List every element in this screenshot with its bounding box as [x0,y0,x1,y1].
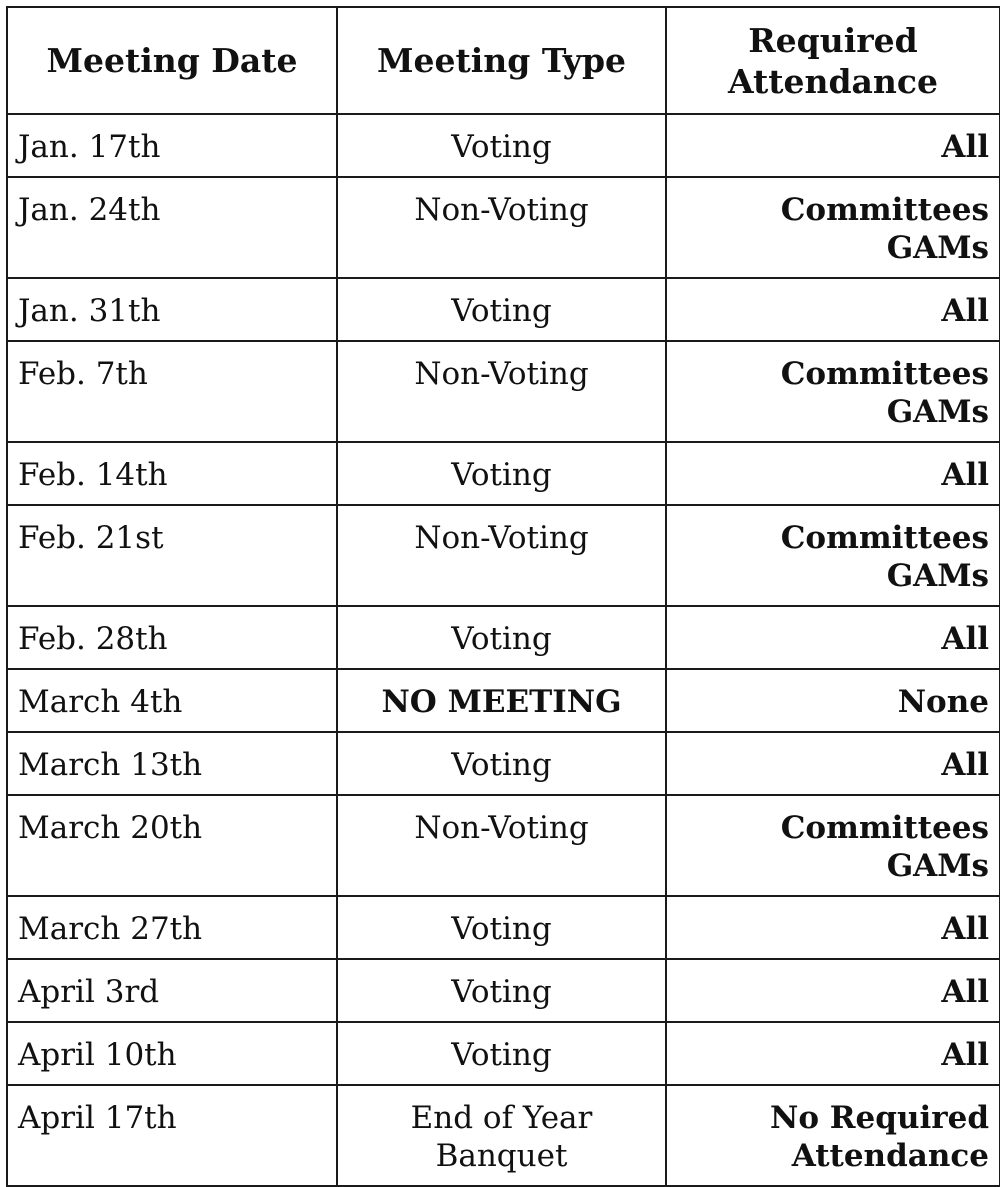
meeting-date-cell: Jan. 24th [7,177,337,278]
table-row [7,177,1000,278]
meeting-type-line: Voting [451,457,552,493]
meeting-type-cell [337,959,666,1022]
meeting-date-cell: April 3rd [7,959,337,1022]
meeting-type-line: Non-Voting [414,520,589,556]
meeting-type-line: NO MEETING [381,684,622,720]
attendance-line: All [941,129,989,165]
meeting-type-cell [337,896,666,959]
table-row [7,732,1000,795]
required-attendance-cell [666,959,1000,1022]
meeting-date-cell: Feb. 14th [7,442,337,505]
meeting-date-cell: Feb. 7th [7,341,337,442]
attendance-line: All [941,457,989,493]
header-required-attendance [666,7,1000,114]
meeting-date-cell: March 13th [7,732,337,795]
required-attendance-cell [666,341,1000,442]
header-meeting-date: Meeting Date [7,7,337,114]
table-row [7,1022,1000,1085]
required-attendance-cell [666,606,1000,669]
meeting-type-line: Voting [451,293,552,329]
meeting-type-cell [337,278,666,341]
meeting-date-cell: March 4th [7,669,337,732]
meeting-type-line: Non-Voting [414,810,589,846]
header-attendance-line2: Attendance [727,61,939,101]
attendance-line: Committees [780,192,989,228]
attendance-line: Committees [780,520,989,556]
required-attendance-cell [666,1085,1000,1186]
header-attendance-line1: Required [748,20,918,60]
attendance-line: Attendance [791,1138,989,1174]
table-body [7,114,1000,1186]
attendance-line: All [941,621,989,657]
required-attendance-cell [666,896,1000,959]
attendance-line: All [941,1037,989,1073]
table-row [7,442,1000,505]
meeting-type-line: Banquet [435,1138,568,1174]
meeting-type-cell [337,442,666,505]
meeting-type-line: Voting [451,911,552,947]
meeting-type-line: End of Year [410,1100,593,1136]
meeting-date-cell: March 27th [7,896,337,959]
attendance-line: GAMs [886,394,989,430]
meeting-type-cell [337,341,666,442]
meeting-type-line: Non-Voting [414,356,589,392]
meeting-type-cell [337,606,666,669]
required-attendance-cell [666,732,1000,795]
meeting-type-cell [337,177,666,278]
attendance-line: Committees [780,810,989,846]
table-row [7,959,1000,1022]
meeting-type-line: Voting [451,621,552,657]
meeting-type-cell [337,505,666,606]
table-row [7,896,1000,959]
meeting-type-cell [337,795,666,896]
required-attendance-cell [666,177,1000,278]
required-attendance-cell [666,795,1000,896]
attendance-line: None [897,684,989,720]
meeting-type-cell [337,114,666,177]
meeting-type-line: Voting [451,1037,552,1073]
table-row [7,505,1000,606]
table-row [7,341,1000,442]
header-row [7,7,1000,114]
attendance-line: All [941,911,989,947]
meeting-date-cell: Jan. 17th [7,114,337,177]
meeting-date-cell: April 17th [7,1085,337,1186]
meeting-type-cell [337,732,666,795]
attendance-line: Committees [780,356,989,392]
meeting-type-line: Voting [451,129,552,165]
meeting-type-line: Voting [451,974,552,1010]
attendance-line: No Required [769,1100,989,1136]
table-row [7,1085,1000,1186]
attendance-line: All [941,974,989,1010]
table-row [7,795,1000,896]
meeting-type-line: Non-Voting [414,192,589,228]
meeting-date-cell: Feb. 28th [7,606,337,669]
meeting-date-cell: Feb. 21st [7,505,337,606]
header-meeting-type: Meeting Type [337,7,666,114]
required-attendance-cell [666,669,1000,732]
table-row [7,606,1000,669]
table-row [7,669,1000,732]
attendance-line: GAMs [886,848,989,884]
meeting-date-cell: March 20th [7,795,337,896]
meeting-schedule-table [6,6,1000,1187]
attendance-line: GAMs [886,230,989,266]
required-attendance-cell [666,442,1000,505]
attendance-line: All [941,747,989,783]
meeting-date-cell: April 10th [7,1022,337,1085]
meeting-type-cell [337,1022,666,1085]
meeting-type-cell [337,669,666,732]
meeting-type-line: Voting [451,747,552,783]
meeting-type-cell [337,1085,666,1186]
required-attendance-cell [666,505,1000,606]
required-attendance-cell [666,278,1000,341]
required-attendance-cell [666,1022,1000,1085]
table-row [7,278,1000,341]
required-attendance-cell [666,114,1000,177]
meeting-date-cell: Jan. 31th [7,278,337,341]
attendance-line: GAMs [886,558,989,594]
table-row [7,114,1000,177]
attendance-line: All [941,293,989,329]
